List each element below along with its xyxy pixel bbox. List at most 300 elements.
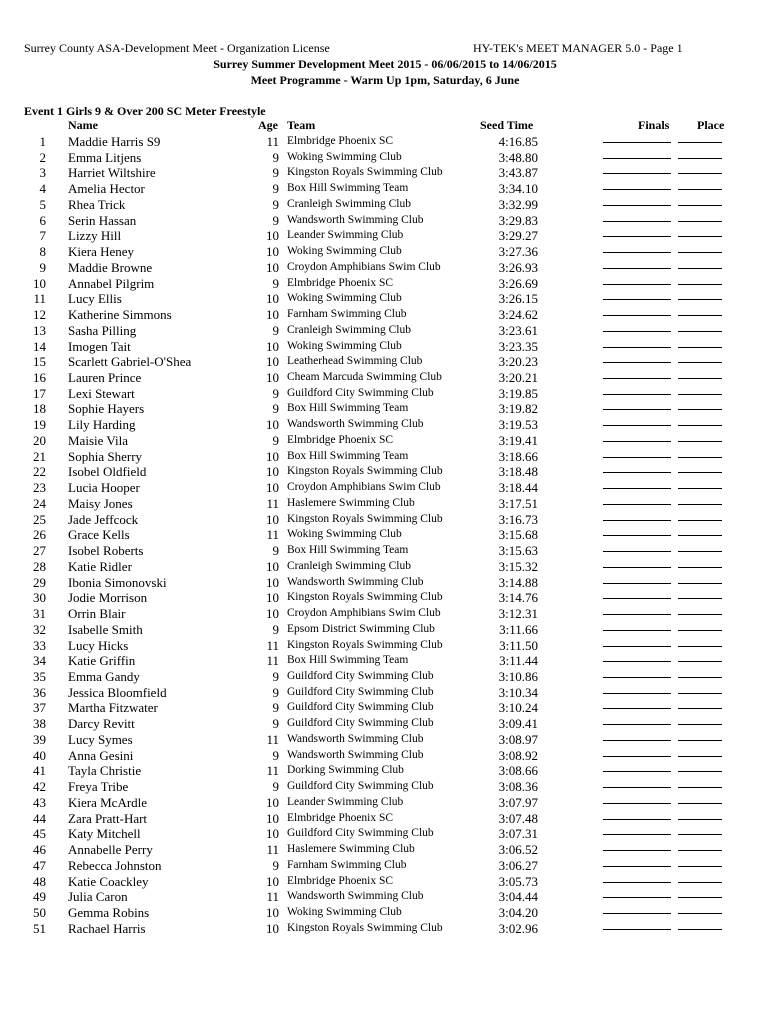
table-row	[0, 669, 770, 685]
entry-number: 46	[33, 842, 46, 858]
entry-number: 31	[33, 606, 46, 622]
entry-name: Freya Tribe	[68, 779, 129, 795]
entry-age: 10	[266, 511, 279, 527]
entry-age: 10	[266, 794, 279, 810]
entry-team: Woking Swimming Club	[287, 528, 402, 541]
column-header-place: Place	[697, 118, 725, 132]
entry-name: Imogen Tait	[68, 338, 131, 354]
entry-name: Sophia Sherry	[68, 448, 143, 464]
place-blank-line	[678, 260, 722, 269]
entry-name: Sophie Hayers	[68, 401, 145, 417]
place-blank-line	[678, 543, 722, 552]
entry-age: 11	[266, 134, 279, 149]
table-row	[0, 575, 770, 591]
entry-team: Kingston Royals Swimming Club	[287, 166, 443, 179]
entry-number: 22	[33, 464, 46, 480]
entry-name: Jodie Morrison	[68, 590, 148, 606]
entry-name: Maddie Browne	[68, 259, 153, 275]
place-blank-line	[678, 575, 722, 584]
place-blank-line	[678, 370, 722, 379]
finals-blank-line	[603, 795, 671, 804]
entry-number: 19	[33, 417, 46, 433]
place-blank-line	[678, 386, 722, 395]
entry-number: 12	[33, 307, 46, 323]
entry-age: 10	[266, 370, 279, 386]
entry-team: Kingston Royals Swimming Club	[287, 465, 443, 478]
finals-blank-line	[603, 134, 671, 143]
column-header-name: Name	[68, 118, 98, 132]
meet-subtitle: Meet Programme - Warm Up 1pm, Saturday, 6 June	[250, 73, 520, 87]
place-blank-line	[678, 638, 722, 647]
entry-team: Wandsworth Swimming Club	[287, 418, 424, 431]
entry-name: Kiera Heney	[68, 244, 135, 260]
entry-age: 9	[272, 621, 279, 637]
finals-blank-line	[603, 559, 671, 568]
place-blank-line	[678, 527, 722, 536]
entry-name: Darcy Revitt	[68, 716, 135, 732]
entry-seed-time: 3:24.62	[498, 307, 538, 323]
entry-team: Cranleigh Swimming Club	[287, 323, 411, 336]
entry-age: 10	[266, 904, 279, 920]
entry-seed-time: 3:08.92	[498, 747, 538, 763]
place-blank-line	[678, 811, 722, 820]
entry-seed-time: 4:16.85	[498, 134, 538, 149]
table-row	[0, 417, 770, 433]
finals-blank-line	[603, 323, 671, 332]
entry-name: Lucy Ellis	[68, 291, 122, 307]
entry-number: 47	[33, 857, 46, 873]
page-header-software: HY-TEK's MEET MANAGER 5.0 - Page 1	[473, 41, 683, 55]
entry-age: 11	[266, 495, 279, 511]
entry-number: 11	[33, 291, 46, 307]
place-blank-line	[678, 464, 722, 473]
place-blank-line	[678, 763, 722, 772]
place-blank-line	[678, 512, 722, 521]
entry-team: Cheam Marcuda Swimming Club	[287, 371, 442, 384]
entry-seed-time: 3:11.66	[499, 621, 538, 637]
place-blank-line	[678, 307, 722, 316]
entry-number: 1	[39, 134, 46, 149]
entry-team: Elmbridge Phoenix SC	[287, 276, 394, 289]
place-blank-line	[678, 401, 722, 410]
place-blank-line	[678, 874, 722, 883]
entry-team: Leander Swimming Club	[287, 795, 404, 808]
entry-age: 10	[266, 590, 279, 606]
table-row	[0, 858, 770, 874]
entry-age: 10	[266, 920, 279, 936]
entry-seed-time: 3:19.82	[498, 401, 538, 417]
entry-age: 10	[266, 354, 279, 370]
place-blank-line	[678, 622, 722, 631]
entry-age: 11	[266, 889, 279, 905]
entry-team: Woking Swimming Club	[287, 245, 402, 258]
entry-age: 9	[272, 779, 279, 795]
finals-blank-line	[603, 449, 671, 458]
entry-number: 49	[33, 889, 46, 905]
table-row	[0, 496, 770, 512]
entry-team: Elmbridge Phoenix SC	[287, 433, 394, 446]
table-row	[0, 842, 770, 858]
entry-number: 13	[33, 322, 46, 338]
entry-team: Kingston Royals Swimming Club	[287, 921, 443, 934]
finals-blank-line	[603, 685, 671, 694]
entry-number: 9	[39, 259, 46, 275]
place-blank-line	[678, 559, 722, 568]
entry-name: Katie Griffin	[68, 653, 136, 669]
table-row	[0, 276, 770, 292]
entry-name: Isobel Roberts	[68, 543, 144, 559]
entry-age: 9	[272, 165, 279, 181]
finals-blank-line	[603, 150, 671, 159]
place-blank-line	[678, 417, 722, 426]
finals-blank-line	[603, 401, 671, 410]
table-row	[0, 386, 770, 402]
entry-age: 11	[266, 763, 279, 779]
finals-blank-line	[603, 165, 671, 174]
entry-seed-time: 3:43.87	[498, 165, 538, 181]
entry-name: Katherine Simmons	[68, 307, 172, 323]
entry-number: 32	[33, 621, 46, 637]
entry-team: Woking Swimming Club	[287, 905, 402, 918]
entry-name: Lily Harding	[68, 417, 136, 433]
entry-age: 11	[266, 527, 279, 543]
entry-seed-time: 3:08.66	[498, 763, 538, 779]
entry-age: 9	[272, 149, 279, 165]
table-row	[0, 622, 770, 638]
finals-blank-line	[603, 842, 671, 851]
finals-blank-line	[603, 874, 671, 883]
entry-age: 9	[272, 275, 279, 291]
entry-team: Elmbridge Phoenix SC	[287, 135, 394, 147]
finals-blank-line	[603, 307, 671, 316]
table-row	[0, 606, 770, 622]
table-row	[0, 228, 770, 244]
entry-age: 9	[272, 668, 279, 684]
entry-age: 9	[272, 432, 279, 448]
entry-age: 10	[266, 338, 279, 354]
entry-team: Guildford City Swimming Club	[287, 827, 434, 840]
entry-seed-time: 3:09.41	[498, 716, 538, 732]
entry-seed-time: 3:19.41	[498, 432, 538, 448]
entry-age: 10	[266, 810, 279, 826]
finals-blank-line	[603, 543, 671, 552]
entry-seed-time: 3:20.23	[498, 354, 538, 370]
table-row	[0, 512, 770, 528]
entry-seed-time: 3:26.93	[498, 259, 538, 275]
table-row	[0, 370, 770, 386]
place-blank-line	[678, 716, 722, 725]
entry-age: 9	[272, 543, 279, 559]
column-header-seed-time: Seed Time	[480, 118, 534, 132]
finals-blank-line	[603, 260, 671, 269]
entry-age: 10	[266, 480, 279, 496]
entry-name: Katy Mitchell	[68, 826, 141, 842]
entry-seed-time: 3:15.68	[498, 527, 538, 543]
entry-age: 9	[272, 716, 279, 732]
table-row	[0, 291, 770, 307]
entry-number: 25	[33, 511, 46, 527]
finals-blank-line	[603, 354, 671, 363]
entry-seed-time: 3:32.99	[498, 196, 538, 212]
entry-age: 10	[266, 307, 279, 323]
entry-team: Box Hill Swimming Team	[287, 182, 409, 195]
place-blank-line	[678, 213, 722, 222]
entry-name: Emma Gandy	[68, 668, 140, 684]
entry-team: Leatherhead Swimming Club	[287, 355, 423, 368]
entry-number: 18	[33, 401, 46, 417]
entry-name: Maisy Jones	[68, 495, 133, 511]
entry-age: 9	[272, 212, 279, 228]
entry-number: 8	[39, 244, 46, 260]
meet-title: Surrey Summer Development Meet 2015 - 06/06/2015 to 14/06/2015	[213, 57, 557, 71]
place-blank-line	[678, 921, 722, 930]
table-row	[0, 260, 770, 276]
entry-seed-time: 3:18.66	[498, 448, 538, 464]
table-row	[0, 700, 770, 716]
entry-name: Lexi Stewart	[68, 385, 135, 401]
entry-seed-time: 3:19.85	[498, 385, 538, 401]
entry-number: 7	[39, 228, 46, 244]
table-row	[0, 543, 770, 559]
entry-team: Guildford City Swimming Club	[287, 717, 434, 730]
entry-name: Annabel Pilgrim	[68, 275, 155, 291]
entry-seed-time: 3:26.15	[498, 291, 538, 307]
entry-seed-time: 3:48.80	[498, 149, 538, 165]
place-blank-line	[678, 653, 722, 662]
entry-team: Croydon Amphibians Swim Club	[287, 481, 441, 494]
entry-team: Guildford City Swimming Club	[287, 669, 434, 682]
table-row	[0, 732, 770, 748]
entry-seed-time: 3:16.73	[498, 511, 538, 527]
entry-age: 10	[266, 826, 279, 842]
place-blank-line	[678, 291, 722, 300]
finals-blank-line	[603, 464, 671, 473]
entry-seed-time: 3:18.44	[498, 480, 538, 496]
place-blank-line	[678, 480, 722, 489]
entry-team: Guildford City Swimming Club	[287, 685, 434, 698]
entry-team: Leander Swimming Club	[287, 229, 404, 242]
entry-seed-time: 3:08.36	[498, 779, 538, 795]
entry-age: 10	[266, 448, 279, 464]
place-blank-line	[678, 165, 722, 174]
entry-seed-time: 3:34.10	[498, 181, 538, 197]
entry-number: 24	[33, 495, 46, 511]
entry-seed-time: 3:19.53	[498, 417, 538, 433]
table-row	[0, 811, 770, 827]
place-blank-line	[678, 842, 722, 851]
table-row	[0, 449, 770, 465]
finals-blank-line	[603, 276, 671, 285]
entry-seed-time: 3:05.73	[498, 873, 538, 889]
entry-number: 44	[33, 810, 46, 826]
entry-team: Guildford City Swimming Club	[287, 780, 434, 793]
column-header-team: Team	[287, 118, 316, 132]
entry-team: Cranleigh Swimming Club	[287, 559, 411, 572]
place-blank-line	[678, 197, 722, 206]
finals-blank-line	[603, 417, 671, 426]
entry-team: Wandsworth Swimming Club	[287, 213, 424, 226]
entry-seed-time: 3:12.31	[498, 606, 538, 622]
entry-seed-time: 3:17.51	[498, 495, 538, 511]
table-row	[0, 889, 770, 905]
entry-name: Zara Pratt-Hart	[68, 810, 148, 826]
finals-blank-line	[603, 669, 671, 678]
table-row	[0, 401, 770, 417]
entry-team: Box Hill Swimming Team	[287, 544, 409, 557]
entry-number: 34	[33, 653, 46, 669]
entry-seed-time: 3:06.52	[498, 842, 538, 858]
table-row	[0, 748, 770, 764]
entry-seed-time: 3:26.69	[498, 275, 538, 291]
entry-number: 40	[33, 747, 46, 763]
entry-name: Scarlett Gabriel-O'Shea	[68, 354, 192, 370]
entry-number: 30	[33, 590, 46, 606]
entry-age: 10	[266, 558, 279, 574]
entry-name: Jessica Bloomfield	[68, 684, 167, 700]
place-blank-line	[678, 496, 722, 505]
entry-age: 9	[272, 684, 279, 700]
entry-name: Rachael Harris	[68, 920, 146, 936]
entry-age: 11	[266, 842, 279, 858]
entry-team: Wandsworth Swimming Club	[287, 575, 424, 588]
table-row	[0, 779, 770, 795]
entry-name: Rebecca Johnston	[68, 857, 162, 873]
entry-name: Lauren Prince	[68, 370, 142, 386]
table-row	[0, 795, 770, 811]
entry-age: 9	[272, 322, 279, 338]
entry-age: 9	[272, 385, 279, 401]
table-row	[0, 433, 770, 449]
entry-name: Serin Hassan	[68, 212, 137, 228]
place-blank-line	[678, 228, 722, 237]
finals-blank-line	[603, 905, 671, 914]
table-row	[0, 905, 770, 921]
entry-age: 9	[272, 700, 279, 716]
entry-team: Kingston Royals Swimming Club	[287, 638, 443, 651]
entry-seed-time: 3:15.63	[498, 543, 538, 559]
entry-number: 48	[33, 873, 46, 889]
entry-seed-time: 3:14.88	[498, 574, 538, 590]
entry-team: Haslemere Swimming Club	[287, 843, 415, 856]
column-header-age: Age	[258, 118, 278, 132]
entry-age: 10	[266, 574, 279, 590]
place-blank-line	[678, 433, 722, 442]
finals-blank-line	[603, 339, 671, 348]
table-row	[0, 826, 770, 842]
finals-blank-line	[603, 291, 671, 300]
entry-number: 4	[39, 181, 46, 197]
table-row	[0, 244, 770, 260]
finals-blank-line	[603, 732, 671, 741]
entry-team: Elmbridge Phoenix SC	[287, 811, 394, 824]
place-blank-line	[678, 244, 722, 253]
table-row	[0, 716, 770, 732]
entry-age: 11	[266, 731, 279, 747]
finals-blank-line	[603, 748, 671, 757]
entry-number: 6	[39, 212, 46, 228]
entry-number: 41	[33, 763, 46, 779]
entry-name: Harriet Wiltshire	[68, 165, 156, 181]
entry-name: Julia Caron	[68, 889, 128, 905]
entry-name: Isabelle Smith	[68, 621, 143, 637]
entry-age: 10	[266, 244, 279, 260]
entry-age: 10	[266, 417, 279, 433]
entry-name: Lucy Hicks	[68, 637, 129, 653]
entry-team: Kingston Royals Swimming Club	[287, 512, 443, 525]
entry-name: Katie Ridler	[68, 558, 132, 574]
entry-number: 20	[33, 432, 46, 448]
finals-blank-line	[603, 638, 671, 647]
entry-age: 10	[266, 259, 279, 275]
entry-seed-time: 3:10.24	[498, 700, 538, 716]
entry-name: Sasha Pilling	[68, 322, 137, 338]
entry-number: 26	[33, 527, 46, 543]
table-row	[0, 181, 770, 197]
entry-age: 10	[266, 606, 279, 622]
entry-number: 5	[39, 196, 46, 212]
finals-blank-line	[603, 858, 671, 867]
entry-number: 38	[33, 716, 46, 732]
entry-team: Haslemere Swimming Club	[287, 496, 415, 509]
entry-team: Croydon Amphibians Swim Club	[287, 607, 441, 620]
place-blank-line	[678, 181, 722, 190]
entry-seed-time: 3:07.48	[498, 810, 538, 826]
entry-seed-time: 3:29.83	[498, 212, 538, 228]
entry-number: 16	[33, 370, 46, 386]
entry-seed-time: 3:18.48	[498, 464, 538, 480]
place-blank-line	[678, 905, 722, 914]
finals-blank-line	[603, 590, 671, 599]
finals-blank-line	[603, 527, 671, 536]
entry-name: Amelia Hector	[68, 181, 145, 197]
entry-name: Grace Kells	[68, 527, 130, 543]
entry-number: 45	[33, 826, 46, 842]
table-row	[0, 653, 770, 669]
entry-number: 27	[33, 543, 46, 559]
entry-team: Farnham Swimming Club	[287, 858, 407, 871]
place-blank-line	[678, 700, 722, 709]
table-row	[0, 874, 770, 890]
entry-name: Lucia Hooper	[68, 480, 140, 496]
entry-seed-time: 3:29.27	[498, 228, 538, 244]
finals-blank-line	[603, 512, 671, 521]
finals-blank-line	[603, 826, 671, 835]
entry-name: Isobel Oldfield	[68, 464, 147, 480]
entry-seed-time: 3:23.61	[498, 322, 538, 338]
entry-name: Orrin Blair	[68, 606, 126, 622]
entry-name: Tayla Christie	[68, 763, 142, 779]
table-row	[0, 480, 770, 496]
entry-name: Maddie Harris S9	[68, 134, 161, 149]
entry-team: Cranleigh Swimming Club	[287, 197, 411, 210]
entry-seed-time: 3:15.32	[498, 558, 538, 574]
entry-seed-time: 3:10.86	[498, 668, 538, 684]
entry-team: Woking Swimming Club	[287, 150, 402, 163]
entry-name: Rhea Trick	[68, 196, 126, 212]
finals-blank-line	[603, 433, 671, 442]
entry-number: 21	[33, 448, 46, 464]
entry-name: Jade Jeffcock	[68, 511, 139, 527]
entry-age: 9	[272, 196, 279, 212]
place-blank-line	[678, 826, 722, 835]
entry-age: 11	[266, 637, 279, 653]
entry-name: Martha Fitzwater	[68, 700, 158, 716]
entry-number: 23	[33, 480, 46, 496]
entry-team: Dorking Swimming Club	[287, 764, 404, 777]
entry-seed-time: 3:27.36	[498, 244, 538, 260]
place-blank-line	[678, 134, 722, 143]
finals-blank-line	[603, 716, 671, 725]
